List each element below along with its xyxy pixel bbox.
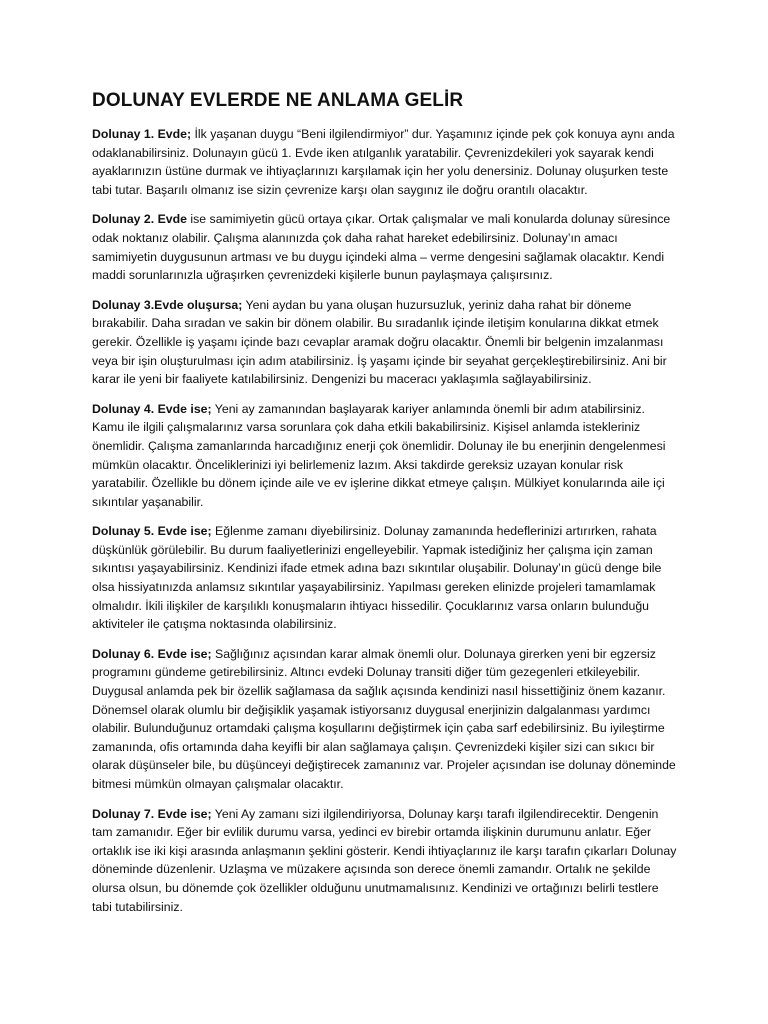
section-lead: Dolunay 2. Evde	[92, 212, 187, 227]
section-lead: Dolunay 3.Evde oluşursa;	[92, 297, 243, 312]
section-lead: Dolunay 5. Evde ise;	[92, 524, 212, 539]
section-lead: Dolunay 7. Evde ise;	[92, 806, 212, 821]
section-text: Eğlenme zamanı diyebilirsiniz. Dolunay zamanında hedeflerinizi artırırken, rahata düşkünlük görülebilir. Bu durum faaliyetlerinizi engelleyebilir. Yapmak istediğiniz her çalışma için zaman sıkıntısı yaşayabilirsiniz. Kendinizi ifade etmek adına bazı sıkıntılar oluşabilir. Dolunay’ın gücü denge bile olsa hissiyatınızda anlamsız sıkıntılar yaşayabilirsiniz. Yapılması gereken elinizde projeleri tamamlamak olmalıdır. İkili ilişkiler de karşılıklı konuşmaların ihtiyacı hissedilir. Çocuklarınız varsa onların bulunduğu aktiviteler ile çatışma noktasında olabilirsiniz.	[92, 524, 662, 632]
section-text: Yeni aydan bu yana oluşan huzursuzluk, yeriniz daha rahat bir döneme bırakabilir. Daha sıradan ve sakin bir dönem olabilir. Bu sıradanlık içinde iletişim konularına dikkat etmek gerekir. Özellikle iş yaşamı içinde bazı cevaplar aramak doğru olacaktır. Önemli bir belgenin imzalanması veya bir işin oluşturulması için adım atabilirsiniz. İş yaşamı içinde bir seyahat gerçekleştirebilirsiniz. Ani bir karar ile yeni bir faaliyete katılabilirsiniz. Dengenizi bu maceracı yaklaşımla sağlayabilirsiniz.	[92, 297, 667, 387]
document-title: DOLUNAY EVLERDE NE ANLAMA GELİR	[92, 90, 464, 111]
section-text: Yeni ay zamanından başlayarak kariyer anlamında önemli bir adım atabilirsiniz. Kamu ile ilgili çalışmalarınız varsa sorunlara çok daha etkili bakabilirsiniz. Kişisel anlamda istekleriniz önemlidir. Çalışma zamanlarında harcadığınız enerji çok önemlidir. Dolunay ile bu enerjinin dengelenmesi mümkün olacaktır. Önceliklerinizi iyi belirlemeniz lazım. Aksi takdirde gereksiz uzayan konular risk yaratabilir. Özellikle bu dönem içinde aile ve ev işlerine dikkat etmeye çalışın. Mülkiyet konularında aile içi sıkıntılar yaşanabilir.	[92, 401, 666, 509]
section-paragraph	[92, 805, 677, 917]
section-paragraph	[92, 400, 677, 512]
section-text: Sağlığınız açısından karar almak önemli olur. Dolunaya girerken yeni bir egzersiz programını gündeme getirebilirsiniz. Altıncı evdeki Dolunay transiti diğer tüm gezegenleri etkileyebilir. Duygusal anlamda pek bir özellik sağlamasa da sağlık açısında kendinizi nasıl hissettiğiniz önem kazanır. Dönemsel olarak olumlu bir değişiklik yaşamak istiyorsanız duygusal enerjinizin dalgalanması yardımcı olabilir. Bulunduğunuz ortamdaki çalışma koşullarını değiştirmek için çaba sarf edebilirsiniz. Bu iyileştirme zamanında, ofis ortamında daha keyifli bir alan sağlamaya çalışın. Çevrenizdeki kişiler sizi can sıkıcı bir olarak düşünseler bile, bu düşünceyi değiştirecek zamanınız var. Projeler açısından ise dolunay döneminde bitmesi mümkün olmayan çalışmalar olacaktır.	[92, 646, 676, 791]
section-paragraph	[92, 296, 677, 389]
section-paragraph	[92, 645, 677, 794]
section-paragraph	[92, 522, 677, 634]
section-text: ise samimiyetin gücü ortaya çıkar. Ortak çalışmalar ve mali konularda dolunay süresince odak noktanız olabilir. Çalışma alanınızda çok daha rahat hareket edebilirsiniz. Dolunay’ın amacı samimiyetin duygusunun artması ve bu duygu içindeki alma – verme dengesini sağlamak olacaktır. Kendi maddi sorunlarınızla uğraşırken çevrenizdeki kişilerle bunun paylaşmaya çalışırsınız.	[92, 212, 671, 283]
section-lead: Dolunay 6. Evde ise;	[92, 646, 212, 661]
section-paragraph	[92, 210, 677, 284]
section-paragraph	[92, 125, 677, 199]
document-page	[92, 88, 677, 927]
section-lead: Dolunay 4. Evde ise;	[92, 401, 212, 416]
section-text: Yeni Ay zamanı sizi ilgilendiriyorsa, Dolunay karşı tarafı ilgilendirecektir. Dengenin tam zamanıdır. Eğer bir evlilik durumu varsa, yedinci ev birebir ortamda ilişkinin durumunu anlatır. Eğer ortaklık ise iki kişi arasında anlaşmanın şeklini gösterir. Kendi ihtiyaçlarınız ile karşı tarafın çıkarları Dolunay döneminde düzenlenir. Uzlaşma ve müzakere açısında son derece önemli zamandır. Ortalık ne şekilde olursa olsun, bu dönemde çok özellikler olduğunu unutmamalısınız. Kendinizi ve ortağınızı belirli testlere tabi tutabilirsiniz.	[92, 806, 677, 914]
section-text: İlk yaşanan duygu “Beni ilgilendirmiyor” dur. Yaşamınız içinde pek çok konuya aynı anda odaklanabilirsiniz. Dolunayın gücü 1. Evde iken atılganlık yaratabilir. Çevrenizdekileri yok sayarak kendi ayaklarınızın üstüne durmak ve ihtiyaçlarınızı karşılamak için her yolu denersiniz. Dolunay oluşurken teste tabi tutar. Başarılı olmanız ise sizin çevrenize karşı olan saygınız ile doğru orantılı olacaktır.	[92, 127, 675, 197]
section-lead: Dolunay 1. Evde;	[92, 127, 192, 141]
